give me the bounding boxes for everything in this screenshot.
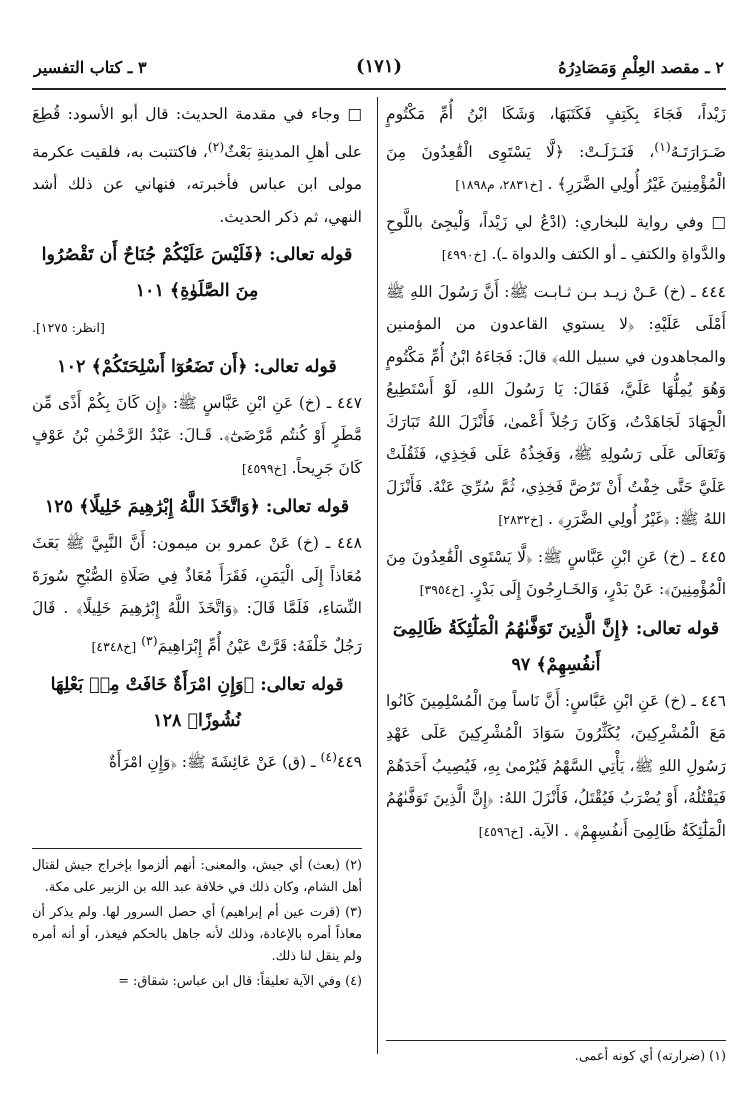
verse-heading: قوله تعالى: ﴿فَلَيْسَ عَلَيْكُمْ جُنَاحٌ أَن تَقْصُرُوا مِنَ الصَّلَوٰةِ﴾ ١٠١ [41,245,353,302]
hadith-reference: [خ٤٥٩٦] [478,823,524,839]
footnote-marker: (١) [654,138,671,154]
footnote: (٣) (قرت عين أم إبراهيم) أي حصل السرور لها. ولم يذكر أن معاذاً أمره بالإعادة، وذلك لأنه جاهل بالحكم فيعذر، أو أنه أمره ولم ينقل لنا ذلك. [32,905,362,964]
footnotes-right [386,1046,726,1071]
verse-heading: قوله تعالى: ﴿وَاتَّخَذَ اللَّهُ إِبْرَٰهِيمَ خَلِيلًا﴾ ١٢٥ [44,497,350,518]
footnote-marker: (٤) [320,749,338,765]
right-column [386,98,726,852]
paragraph: زَيْداً، فَجَاءَ بِكَتِفٍ فَكَتَبَهَا، وَشَكَا ابْنُ أُمِّ مَكْتُومٍ ضَـرَارَتَـهُ$^{(١)}$، فَنَـزَلَـتْ: ﴿لَّا يَسْتَوِى الْقَٰعِدُونَ مِنَ الْمُؤْمِنِينَ غَيْرُ أُولِي الضَّرَرِ﴾ . [خ٢٨٣١، م١٨٩٨] [386,105,726,194]
hadith-449: ٤٤٩$^{(٤)}$ ـ (ق) عَنْ عَائِشَةَ ﷺ: ﴿وَإِنِ امْرَأَةٌ [108,749,362,772]
cross-reference: [انظر: ١٢٧٥]. [32,320,105,336]
hadith-reference: [خ٢٨٣٢] [498,512,544,528]
footnote-rule [386,1040,726,1041]
hadith-reference: [خ٤٩٩٠] [441,247,487,263]
footnotes-left [32,855,362,996]
paragraph: □ وفي رواية للبخاري: (ادْعُ لي زَيْداً، وَلْيجِئ باللَّوحِ والدَّواةِ والكتفِ ـ أو الكتف والدواة ـ). [خ٤٩٩٠] [386,212,726,264]
verse-heading: قوله تعالى: ﴿أَن تَضَعُوٓا أَسْلِحَتَكُمْ﴾ ١٠٢ [57,356,337,377]
hadith-reference: [خ٤٣٤٨] [91,638,137,654]
footnote-marker: (٢) [207,138,225,154]
column-divider [377,97,378,1054]
footnote-marker: (٣) [141,632,158,648]
hadith-444: ٤٤٤ ـ (خ) عَـنْ زيـد بـن ثـابـت ﷺ: أَنَّ رَسُولَ اللهِ ﷺ أَمْلَى عَلَيْهِ: ﴿لا يستوي القاعدون من المؤمنين والمجاهدون في سبيل الله﴾ قالَ: فَجَاءَهُ ابْنُ أُمِّ مَكْتُومٍ وَهُوَ يُمِلُّهَا عَلَيَّ، فَقَالَ: يَا رَسُولَ اللهِ، لَوْ أَسْتَطِيعُ الْجِهَادَ لَجَاهَدْتُ، وَكَانَ رَجُلاً أَعْمىٰ، فَأَنْزَلَ اللهُ تَبَارَكَ وَتَعَالَى عَلَى رَسُولِهِ ﷺ، وَفَخِذُهُ عَلَى فَخِذِي، فَثَقُلَتْ عَلَيَّ حَتَّى خِفْتُ أَنْ تَرُضَّ فَخِذِي، ثُمَّ سُرِّيَ عَنْهُ. فَأَنْزَلَ اللهُ ﷺ: ﴿غَيْرُ أُولِي الضَّرَرِ﴾ . [خ٢٨٣٢] [386,282,726,529]
paragraph: □ وجاء في مقدمة الحديث: قال أبو الأسود: قُطِعَ على أهلِ المدينةِ بَعْثٌ$^{(٢)}$، فاكتتبت به، فلقيت عكرمة مولى ابن عباس فأخبرته، فنهاني عن ذلك أشد النهي، ثم ذكر الحديث. [32,105,362,226]
footnote-rule [32,848,362,849]
footnote: (٢) (بعث) أي جيش، والمعنى: أنهم ألزموا بإخراج جيش لقتال أهل الشام، وكان ذلك في خلافة عبد الله بن الزبير على مكة. [32,858,362,895]
hadith-reference: [خ٢٨٣١، م١٨٩٨] [455,177,543,193]
left-column [32,98,362,783]
hadith-reference: [خ٣٩٥٤] [419,582,465,598]
page-header [32,50,726,90]
verse-heading: قوله تعالى: ﴿إِنَّ الَّذِينَ تَوَفَّىٰهُمُ الْمَلَٰٓئِكَةُ ظَالِمِىٓ أَنفُسِهِمْ﴾ ٩٧ [392,618,720,675]
verse-heading: قوله تعالى: ﴿وَإِنِ امْرَأَةٌ خَافَتْ مِنۢ بَعْلِهَا نُشُوزًا﴾ ١٢٨ [50,675,344,732]
chapter-title: ٢ ـ مقصد العِلْمِ وَمَصَادِرُهُ [558,58,724,77]
page-number: (١٧١) [355,56,403,77]
hadith-447: ٤٤٧ ـ (خ) عَنِ ابْنِ عَبَّاسٍ ﷺ: ﴿إِن كَانَ بِكُمْ أَذًى مِّن مَّطَرٍ أَوْ كُنتُم مَّرْضَىٰٓ﴾. قَـالَ: عَبْدُ الرَّحْمٰنِ بْنُ عَوْفٍ كَانَ جَرِيحاً. [خ٤٥٩٩] [32,393,362,477]
hadith-446: ٤٤٦ ـ (خ) عَنِ ابْنِ عَبَّاسٍ: أَنَّ نَاساً مِنَ الْمُسْلِمِينَ كَانُوا مَعَ الْمُشْرِكِينَ، يُكَثِّرُونَ سَوَادَ الْمُشْرِكِينَ عَلَى عَهْدِ رَسُولِ اللهِ ﷺ، يَأْتِي السَّهْمُ فَيُرْمىٰ بِهِ، فَيُصِيبُ أَحَدَهُمْ فَيَقْتُلُهُ، أَوْ يُضْرَبُ فَيُقْتَلُ، فَأَنْزَلَ اللهُ: ﴿إِنَّ الَّذِينَ تَوَفَّىٰهُمُ الْمَلَٰٓئِكَةُ ظَالِمِىٓ أَنفُسِهِمْ﴾ . الآية. [خ٤٥٩٦] [386,691,726,840]
book-title: ٣ ـ كتاب التفسير [34,58,147,77]
hadith-445: ٤٤٥ ـ (خ) عَنِ ابْنِ عَبَّاسٍ ﷺ: ﴿لَّا يَسْتَوِى الْقَٰعِدُونَ مِنَ الْمُؤْمِنِينَ﴾: عَنْ بَدْرٍ، وَالخَـارِجُونَ إِلَى بَدْرٍ. [خ٣٩٥٤] [386,547,726,599]
footnote: (١) (ضرارته) أي كونه أعمى. [574,1049,726,1064]
hadith-reference: [خ٤٥٩٩] [241,460,287,476]
hadith-448: ٤٤٨ ـ (خ) عَنْ عمرو بن ميمون: أَنَّ النَّبِيَّ ﷺ بَعَثَ مُعَاذاً إِلَى الْيَمَنِ، فَقَرَأَ مُعَاذٌ فِي صَلَاةِ الصُّبْحِ سُورَةَ النِّسَاءِ، فَلَمَّا قَالَ: ﴿وَاتَّخَذَ اللَّهُ إِبْرَٰهِيمَ خَلِيلًا﴾ . قَالَ رَجُلٌ خَلْفَهُ: قَرَّتْ عَيْنُ أُمِّ إِبْرَاهِيمَ$^{(٣)}$ [خ٤٣٤٨] [32,534,362,655]
footnote: (٤) وفي الآية تعليقاً: قال ابن عباس: شقاق: = [118,974,362,989]
